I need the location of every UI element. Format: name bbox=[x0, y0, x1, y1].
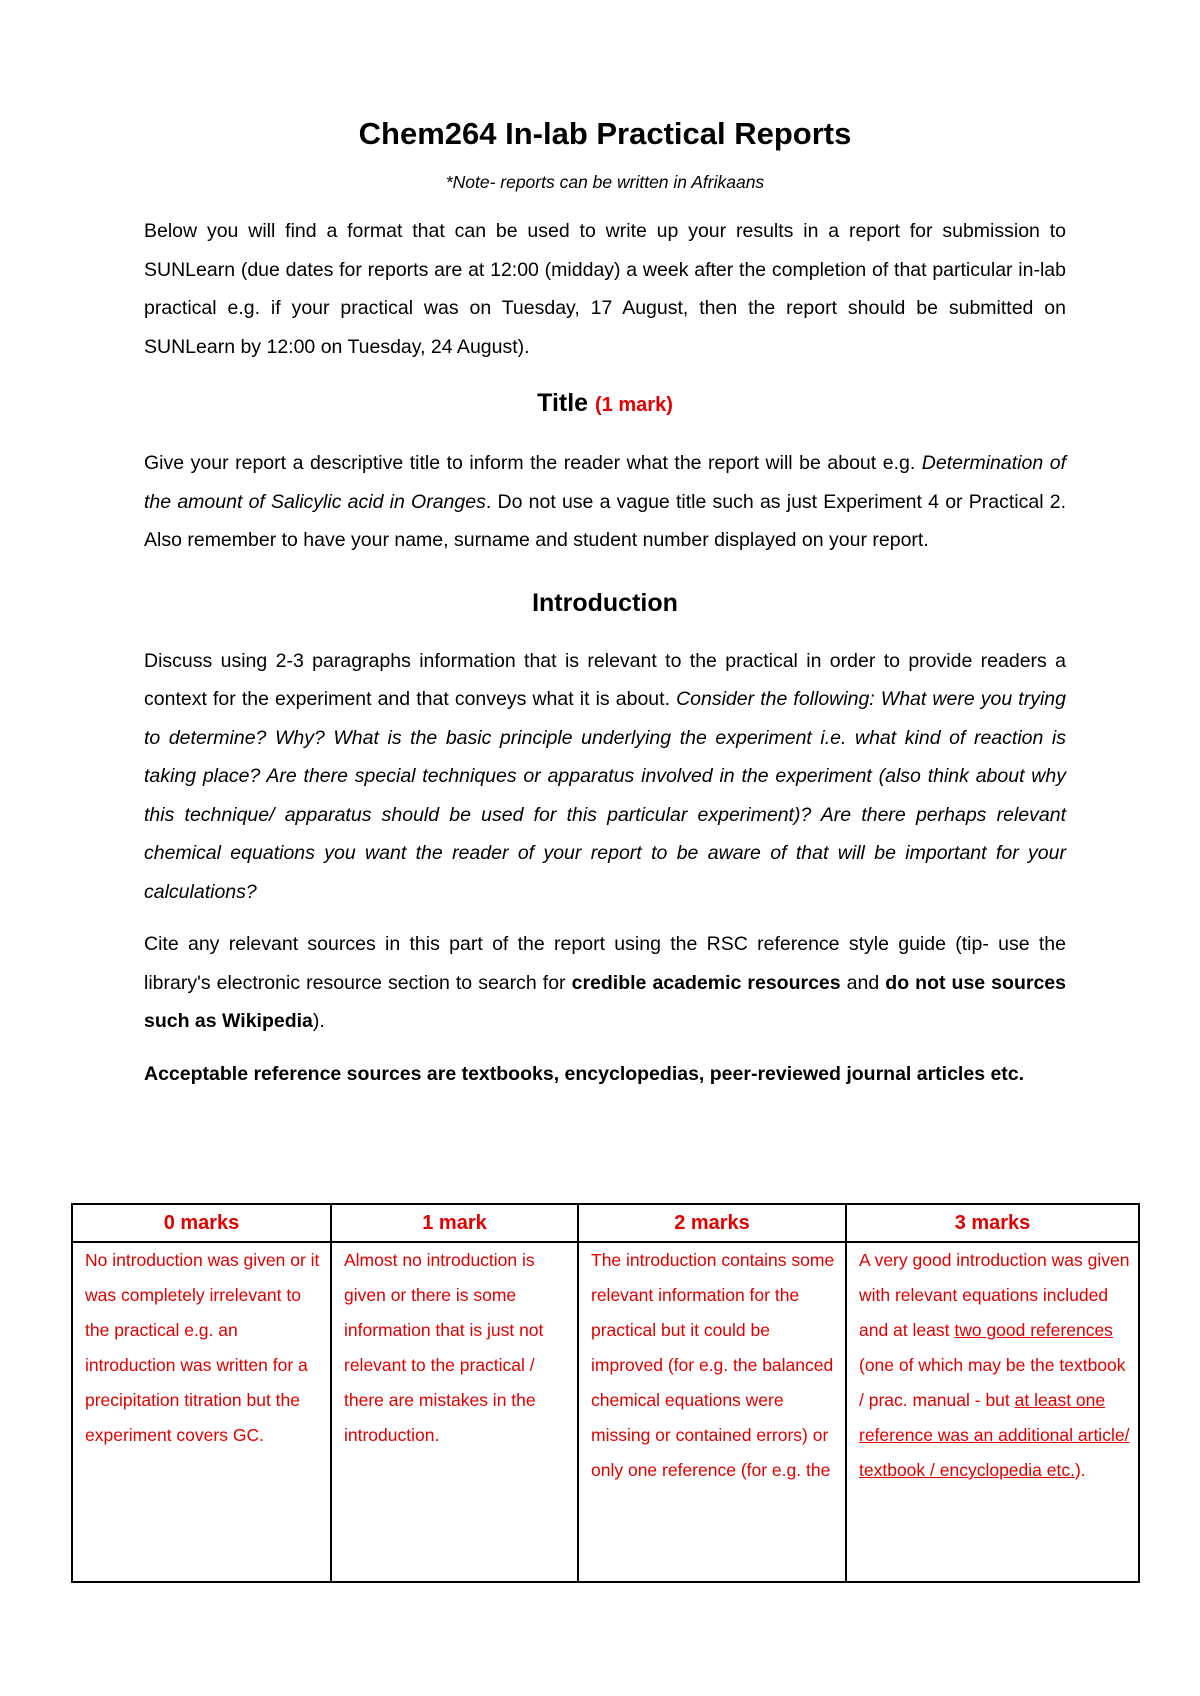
rubric-header-3: 3 marks bbox=[846, 1204, 1139, 1242]
rubric-header-row bbox=[72, 1204, 1139, 1242]
title-section-paragraph bbox=[144, 444, 1066, 560]
intro-p2-end: ). bbox=[312, 1010, 325, 1032]
rubric-3-text-c: ). bbox=[1074, 1460, 1086, 1480]
rubric-header-0: 0 marks bbox=[72, 1204, 331, 1242]
intro-p2-bold-1: credible academic resources bbox=[571, 971, 841, 994]
intro-p1-questions: Consider the following: What were you trying to determine? Why? What is the basic principle underlying the experiment i.e. what kind of reaction is taking place? Are there special techniques or apparatus involved in the experiment (also think about why this technique/ apparatus should be used for this particular experiment)? Are there perhaps relevant chemical equations you want the reader of your report to be aware of that will be important for your calculations? bbox=[144, 688, 1066, 903]
introduction-paragraph-2 bbox=[144, 925, 1066, 1041]
title-example: Determination of the amount of Salicylic acid in Oranges bbox=[144, 452, 1066, 513]
afrikaans-note: *Note- reports can be written in Afrikaans bbox=[445, 172, 765, 192]
intro-p1-start: Discuss using 2-3 paragraphs information that is relevant to the practical in order to provide readers a context for the experiment and that conveys what it is about. bbox=[144, 649, 1066, 710]
introduction-paragraph-1 bbox=[144, 642, 1066, 912]
intro-paragraph: Below you will find a format that can be used to write up your results in a report for submission to SUNLearn (due dates for reports are at 12:00 (midday) a week after the completion of that particular in-lab practical e.g. if your practical was on Tuesday, 17 August, then the report should be submitted on SUNLearn by 12:00 on Tuesday, 24 August). bbox=[144, 220, 1066, 358]
rubric-3-text-a: A very good introduction was given with relevant equations included and at least bbox=[859, 1250, 1130, 1340]
intro-p2-start: Cite any relevant sources in this part of the report using the RSC reference style guide (tip- use the library's electronic resource section to search for bbox=[144, 933, 1066, 994]
rubric-header-1: 1 mark bbox=[331, 1204, 578, 1242]
rubric-cell-1-mark: Almost no introduction is given or there is some information that is just not relevant to the practical / there are mistakes in the introduction. bbox=[331, 1242, 578, 1582]
intro-p2-bold-2: do not use sources such as Wikipedia bbox=[144, 971, 1066, 1032]
rubric-criteria-row bbox=[72, 1242, 1139, 1582]
title-mark-label: (1 mark) bbox=[595, 394, 673, 416]
title-para-end: . Do not use a vague title such as just Experiment 4 or Practical 2. Also remember to have your name, surname and student number displayed on your report. bbox=[144, 490, 1066, 551]
rubric-3-underline-1: two good references bbox=[954, 1320, 1113, 1340]
rubric-cell-3-marks bbox=[846, 1242, 1139, 1582]
rubric-3-underline-2: at least one reference was an additional article/ textbook / encyclopedia etc. bbox=[859, 1390, 1130, 1480]
introduction-rubric-table bbox=[71, 1203, 1140, 1583]
introduction-heading: Introduction bbox=[532, 588, 678, 617]
title-para-start: Give your report a descriptive title to inform the reader what the report will be about e.g. bbox=[144, 452, 922, 474]
rubric-header-2: 2 marks bbox=[578, 1204, 846, 1242]
rubric-cell-2-marks: The introduction contains some relevant information for the practical but it could be improved (for e.g. the balanced chemical equations were missing or contained errors) or only one reference (for e.g. the bbox=[578, 1242, 846, 1582]
intro-p2-mid: and bbox=[840, 971, 886, 994]
acceptable-sources-paragraph: Acceptable reference sources are textbooks, encyclopedias, peer-reviewed journal articles etc. bbox=[144, 1062, 1025, 1085]
title-section-heading bbox=[144, 386, 1066, 422]
rubric-3-text-b: (one of which may be the textbook / prac. manual - but bbox=[859, 1355, 1126, 1410]
title-heading-text: Title bbox=[537, 389, 589, 417]
rubric-cell-0-marks: No introduction was given or it was completely irrelevant to the practical e.g. an introduction was written for a precipitation titration but the experiment covers GC. bbox=[72, 1242, 331, 1582]
document-title: Chem264 In-lab Practical Reports bbox=[358, 116, 852, 151]
